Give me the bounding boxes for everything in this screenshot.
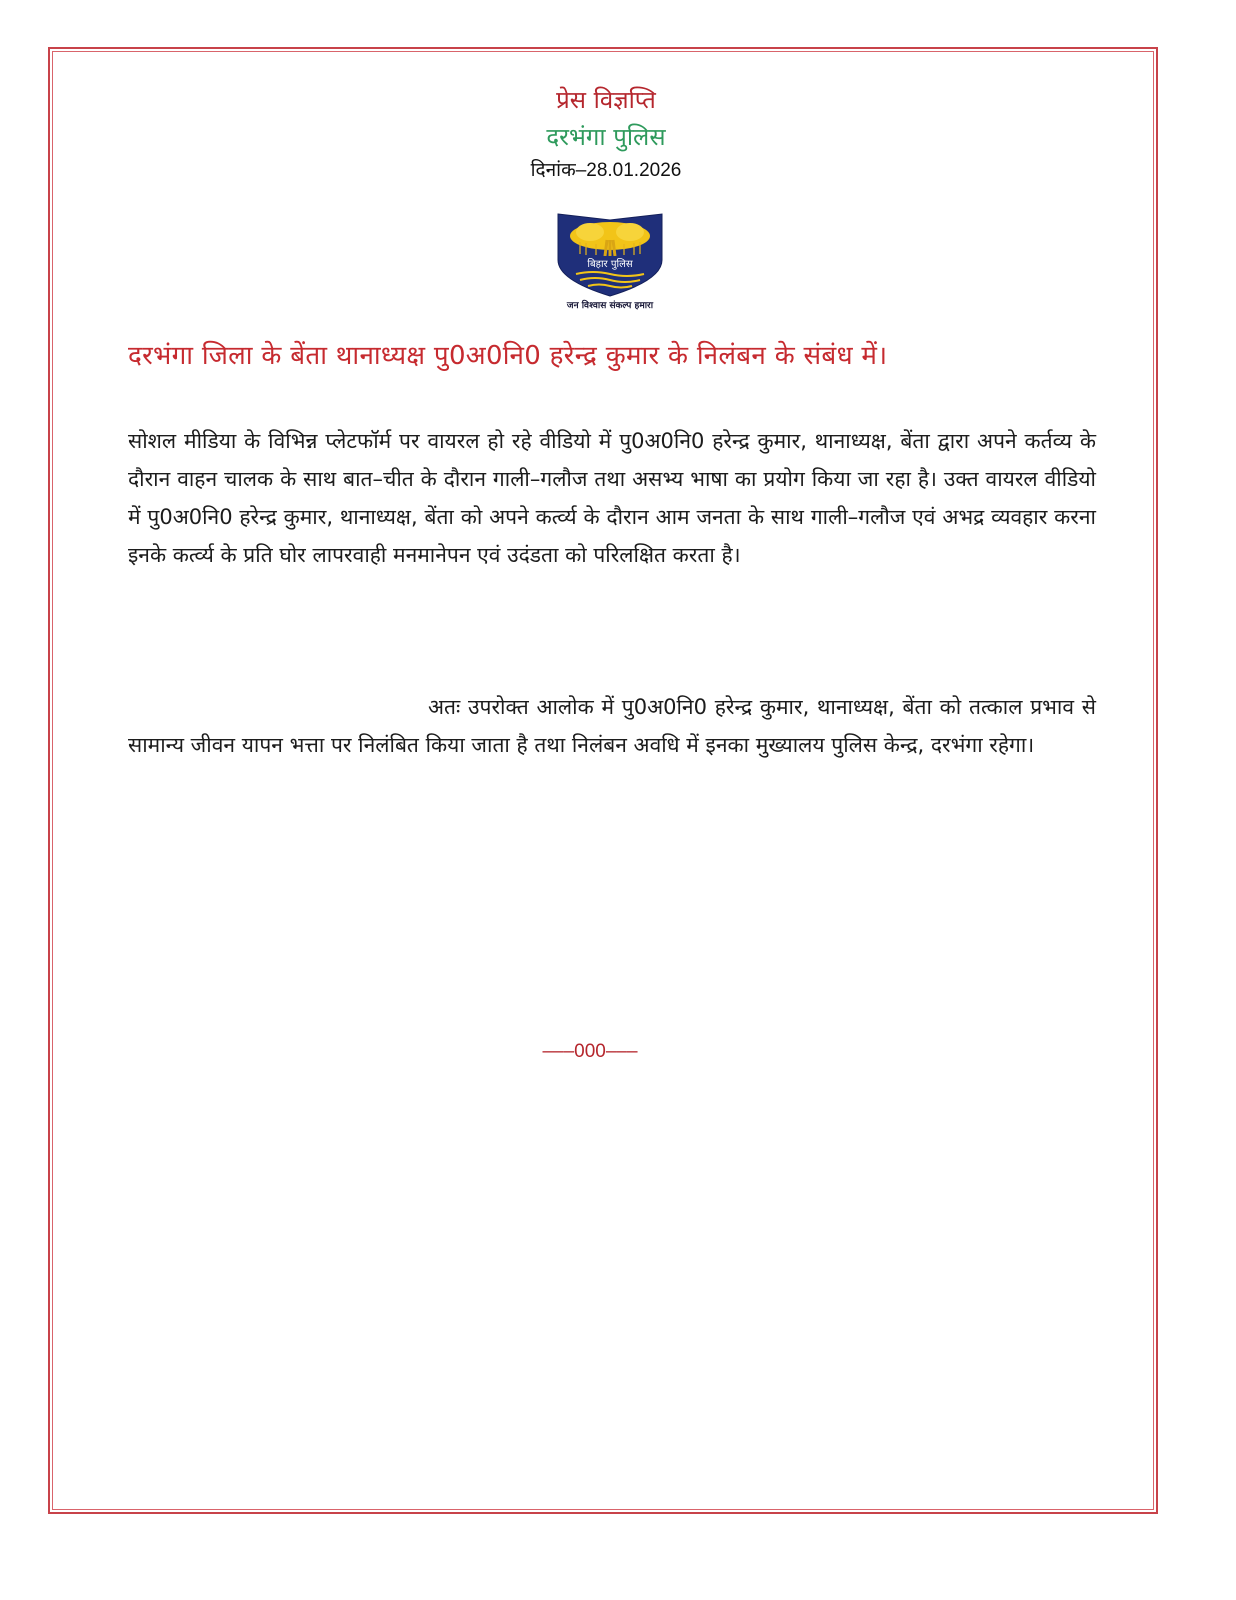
bihar-police-emblem-icon	[550, 210, 670, 298]
body-paragraph-2: अतः उपरोक्त आलोक में पु0अ0नि0 हरेन्द्र कुमार, थानाध्यक्ष, बेंता को तत्काल प्रभाव से सामान्य जीवन यापन भत्ता पर निलंबित किया जाता है तथा निलंबन अवधि में इनका मुख्यालय पुलिस केन्द्र, दरभंगा रहेगा।	[128, 695, 1096, 757]
bihar-police-logo	[550, 210, 670, 318]
subject-line: दरभंगा जिला के बेंता थानाध्यक्ष पु0अ0नि0 हरेन्द्र कुमार के निलंबन के संबंध में।	[128, 341, 888, 371]
svg-text:बिहार पुलिस: बिहार पुलिस	[587, 259, 633, 270]
press-release-header	[0, 82, 1212, 186]
closing-mark: –––000–––	[542, 1041, 638, 1062]
issuing-office: दरभंगा पुलिस	[546, 123, 666, 151]
police-motto: जन विश्वास संकल्प हमारा	[566, 301, 654, 311]
press-release-title: प्रेस विज्ञप्ति	[556, 86, 656, 114]
release-date: दिनांक–28.01.2026	[530, 160, 682, 181]
body-paragraph-1: सोशल मीडिया के विभिन्न प्लेटफॉर्म पर वायरल हो रहे वीडियो में पु0अ0नि0 हरेन्द्र कुमार, थानाध्यक्ष, बेंता द्वारा अपने कर्तव्य के दौरान वाहन चालक के साथ बात–चीत के दौरान गाली–गलौज तथा असभ्य भाषा का प्रयोग किया जा रहा है। उक्त वायरल वीडियो में पु0अ0नि0 हरेन्द्र कुमार, थानाध्यक्ष, बेंता को अपने कर्त्व्य के दौरान आम जनता के साथ गाली–गलौज एवं अभद्र व्यवहार करना इनके कर्त्व्य के प्रति घोर लापरवाही मनमानेपन एवं उदंडता को परिलक्षित करता है।	[128, 429, 1096, 567]
